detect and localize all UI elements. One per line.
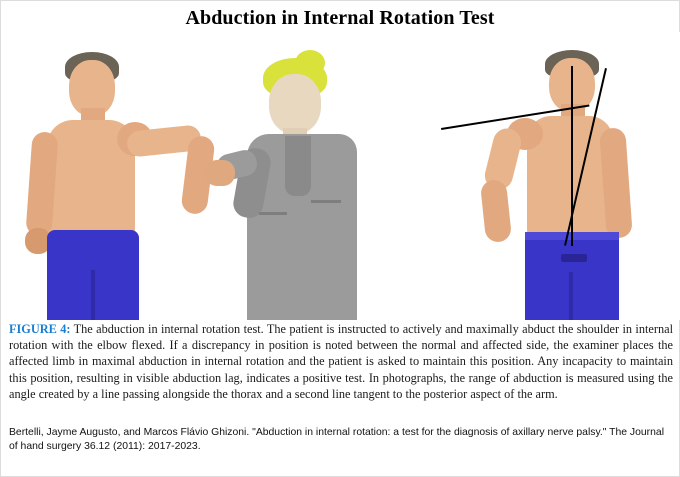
head-shape xyxy=(269,74,321,134)
pants-seam xyxy=(91,270,95,320)
figure-panel-examiner-positioning-limb xyxy=(233,32,433,320)
figure-label: FIGURE 4: xyxy=(9,322,71,336)
forearm-shape xyxy=(480,179,512,243)
page-title: Abduction in Internal Rotation Test xyxy=(185,7,495,29)
figure-caption-block xyxy=(1,321,680,402)
figure-panel-angle-measurement xyxy=(431,32,677,320)
pants-logo xyxy=(561,254,587,262)
examiner-hand-shape xyxy=(205,160,235,186)
coat-pocket-line xyxy=(311,200,341,203)
figure-image xyxy=(1,32,680,320)
figure-citation: Bertelli, Jayme Augusto, and Marcos Flávio Ghizoni. "Abduction in internal rotation: a test for the diagnosis of axillary nerve palsy." The Journal of hand surgery 36.12 (2011): 2017-2023. xyxy=(9,427,665,452)
pants-seam xyxy=(569,272,573,320)
hair-bun-shape xyxy=(295,50,325,76)
figure-panel-patient-abducted-arm xyxy=(7,32,237,320)
coat-pocket-line-2 xyxy=(259,212,287,215)
figure-caption-text: The abduction in internal rotation test. The patient is instructed to actively and maximally abduct the shoulder in internal rotation with the elbow flexed. If a discrepancy in position is noted between the normal and affected side, the examiner places the affected limb in maximal abduction in internal rotation and the patient is asked to maintain this position. Any incapacity to maintain this position, resulting in visible abduction lag, indicates a positive test. In photographs, the range of abduction is measured using the angle created by a line passing alongside the thorax and a second line tangent to the posterior aspect of the arm. xyxy=(9,322,673,401)
coat-lapel-shape xyxy=(285,136,311,196)
figure-caption xyxy=(9,321,673,402)
